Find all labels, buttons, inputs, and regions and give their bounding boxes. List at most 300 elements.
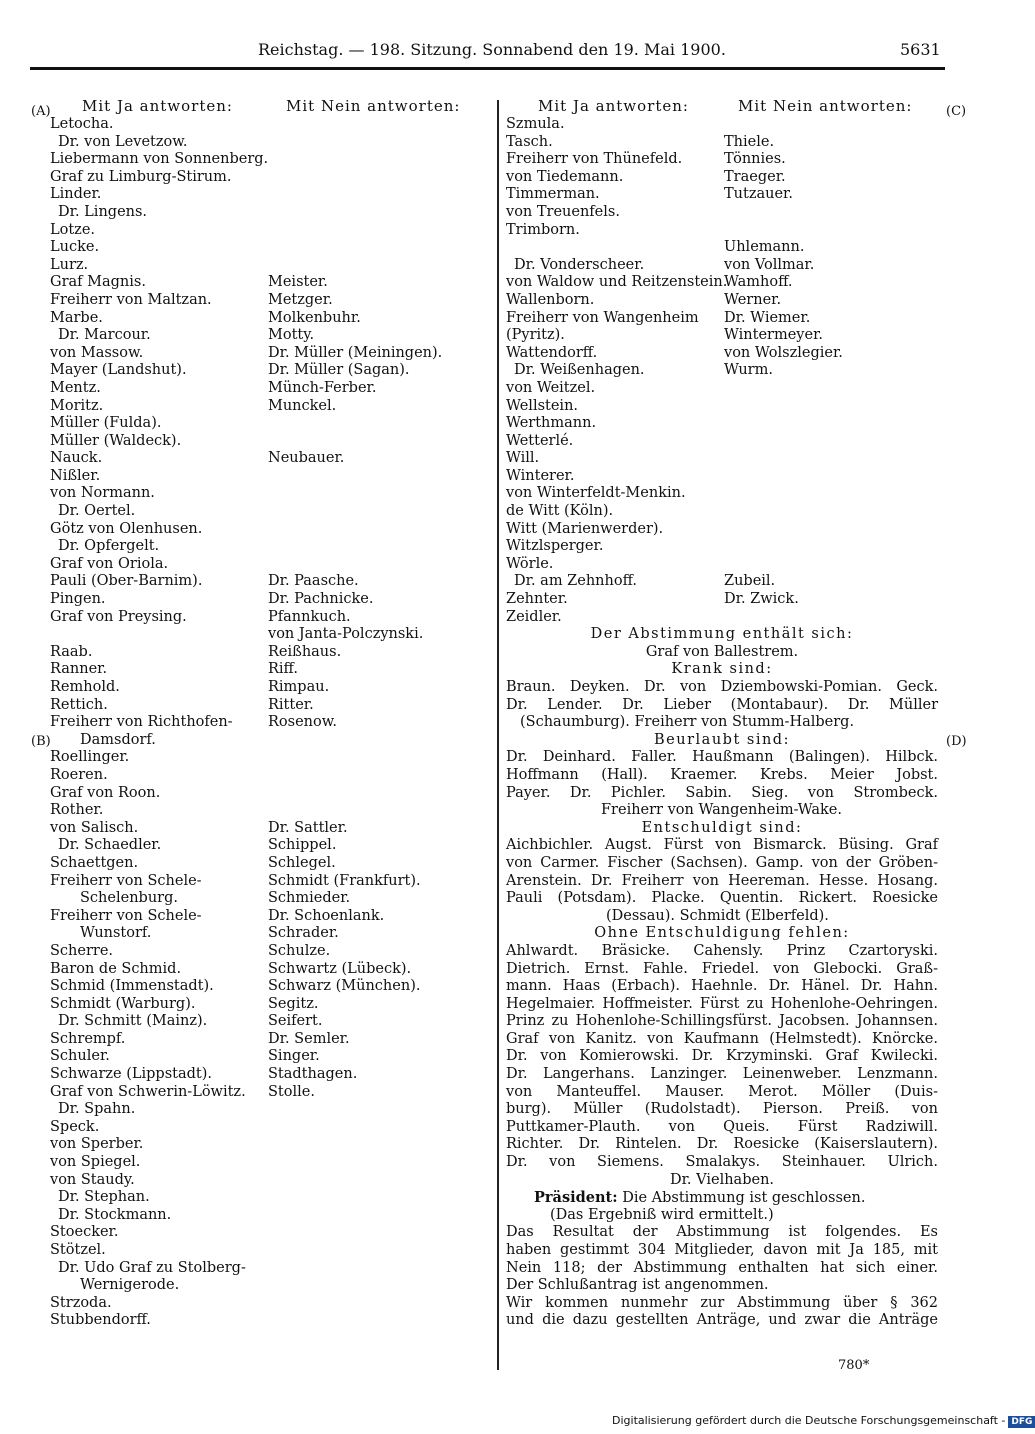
ja-name: Dr. Schmitt (Mainz). [58,1013,208,1030]
vote-row [36,116,486,134]
nein-name: Dr. Zwick. [724,591,799,608]
nein-heading: Mit Nein antworten: [738,97,913,115]
vote-row [36,925,486,943]
column-divider [497,100,499,1370]
vote-row [36,274,486,292]
nein-name: Reißhaus. [268,643,342,660]
vote-row [36,222,486,240]
ja-name: Pingen. [50,591,106,608]
ja-name: Freiherr von Schele- [50,872,202,889]
vote-row [36,1154,486,1172]
footer [612,1414,1035,1428]
text-line: Puttkamer-Plauth. von Queis. Fürst Radziwill. [506,1118,938,1135]
nein-name: Schwarz (München). [268,978,421,995]
vote-row [506,503,938,521]
nein-name: Molkenbuhr. [268,309,361,326]
ja-name: Graf von Oriola. [50,555,169,572]
text-line: Das Resultat der Abstimmung ist folgendes. Es [506,1224,938,1241]
vote-row [506,362,938,380]
vote-row [36,186,486,204]
ja-name: Dr. Schaedler. [58,837,162,854]
margin-mark-b: (B) [31,734,51,749]
president-text: Die Abstimmung ist geschlossen. [622,1190,866,1207]
unexcused-heading: Ohne Entschuldigung fehlen: [594,925,850,942]
vote-row [36,1031,486,1049]
margin-mark-c: (C) [946,104,967,119]
vote-row [36,327,486,345]
ja-name: von Sperber. [50,1136,144,1153]
ja-name: Stubbendorff. [50,1312,151,1329]
text-line: Hegelmaier. Hoffmeister. Fürst zu Hohenlohe-Oehringen. [506,995,938,1012]
ja-name: Dr. Vonderscheer. [514,256,645,273]
ja-name: Letocha. [50,116,114,132]
ja-name: Schwarze (Lippstadt). [50,1066,212,1083]
ja-name: Wattendorff. [506,344,598,361]
president-label: Präsident: [534,1189,618,1207]
sick-heading: Krank sind: [671,661,773,678]
ja-name: Trimborn. [506,221,580,238]
nein-name: Neubauer. [268,450,345,467]
vote-row [36,767,486,785]
vote-row [506,310,938,328]
nein-name: Motty. [268,327,315,344]
nein-name: Schmieder. [268,890,351,907]
vote-row [36,503,486,521]
vote-row [36,415,486,433]
nein-name: Rimpau. [268,679,330,695]
nein-name: Metzger. [268,291,333,308]
vote-row [506,591,938,609]
nein-name: Schulze. [268,942,331,959]
ja-name: Dr. Marcour. [58,327,151,344]
right-column [506,97,938,1330]
nein-name: Dr. Müller (Meiningen). [268,344,443,361]
vote-row [506,398,938,416]
ja-name: Dr. Opfergelt. [58,538,160,555]
text-line: Pauli (Potsdam). Placke. Quentin. Rickert. Roesicke [506,890,938,907]
ja-name: Freiherr von Maltzan. [50,291,212,308]
vote-row [36,644,486,662]
ja-name: von Treuenfels. [506,203,620,220]
ja-name: von Staudy. [50,1171,135,1188]
abstention-heading: Der Abstimmung enthält sich: [590,626,854,643]
result-paragraph [506,1224,938,1277]
excused-last-line: (Dessau). Schmidt (Elberfeld). [606,907,829,924]
nein-name: Ritter. [268,696,314,713]
vote-row [36,626,486,644]
vote-row [36,714,486,732]
vote-row [36,292,486,310]
nein-name: Zubeil. [724,573,776,590]
ja-name: von Winterfeldt-Menkin. [506,485,686,502]
text-line: Graf von Kanitz. von Kaufmann (Helmstedt). Knörcke. [506,1030,938,1047]
vote-row [36,1172,486,1190]
text-line: Aichbichler. Augst. Fürst von Bismarck. Büsing. Graf [506,837,938,854]
vote-row [36,538,486,556]
vote-row [36,908,486,926]
ja-name: Schelenburg. [80,890,178,907]
vote-row [506,257,938,275]
ja-name: Dr. von Levetzow. [58,133,188,150]
margin-mark-d: (D) [946,734,967,749]
vote-row [36,433,486,451]
ja-name: Wellstein. [506,397,579,414]
vote-row [36,1260,486,1278]
text-line: Dr. von Siemens. Smalakys. Steinhauer. Ulrich. [506,1154,938,1171]
vote-row [506,538,938,556]
vote-row [36,1101,486,1119]
text-line: Dietrich. Ernst. Fahle. Friedel. von Glebocki. Graß- [506,960,938,977]
vote-row [36,1136,486,1154]
ja-name: Werthmann. [506,415,597,432]
vote-row [36,820,486,838]
vote-row [506,450,938,468]
nein-name: Wintermeyer. [724,327,824,344]
ja-name: Lucke. [50,239,100,256]
vote-row [506,222,938,240]
right-name-list [506,116,938,626]
footer-text: Digitalisierung gefördert durch die Deutsche Forschungsgemeinschaft - [612,1414,1006,1427]
nein-name: Münch-Ferber. [268,379,377,396]
nein-name: Dr. Pachnicke. [268,591,374,608]
nein-name: Schlegel. [268,854,336,871]
vote-row [36,943,486,961]
ja-name: Dr. Stockmann. [58,1206,172,1223]
ja-name: Mayer (Landshut). [50,362,187,379]
text-line: Arenstein. Dr. Freiherr von Heereman. Hesse. Hosang. [506,872,938,889]
vote-row [36,485,486,503]
nein-name: Dr. Semler. [268,1030,350,1047]
text-line: von Manteuffel. Mauser. Merot. Möller (Duis- [506,1083,938,1100]
signature-mark: 780* [838,1358,870,1373]
ja-name: Lotze. [50,221,96,238]
vote-row [506,134,938,152]
ja-name: Pauli (Ober-Barnim). [50,573,203,590]
nein-name: Werner. [724,291,782,308]
vote-row [36,785,486,803]
vote-row [36,134,486,152]
ja-name: Will. [506,450,540,467]
vote-row [506,556,938,574]
text-line: Braun. Deyken. Dr. von Dziembowski-Pomian. Geck. [506,679,938,695]
vote-row [506,169,938,187]
ja-name: Dr. Udo Graf zu Stolberg- [58,1259,246,1276]
nein-name: Dr. Müller (Sagan). [268,362,410,379]
vote-row [36,204,486,222]
vote-row [36,679,486,697]
vote-row [506,345,938,363]
nein-name: Dr. Wiemer. [724,309,811,326]
ja-name: Witzlsperger. [506,538,604,555]
vote-row [36,450,486,468]
ja-name: Stoecker. [50,1224,119,1241]
nein-name: Uhlemann. [724,239,805,256]
vote-row [36,749,486,767]
nein-name: von Wolszlegier. [724,344,843,361]
ja-name: Wörle. [506,555,554,572]
nein-name: Tutzauer. [724,186,793,203]
text-line: Ahlwardt. Bräsicke. Cahensly. Prinz Czartoryski. [506,942,938,959]
ja-name: Dr. Lingens. [58,203,148,220]
text-line: Dr. Langerhans. Lanzinger. Leinenweber. Lenzmann. [506,1066,938,1083]
nein-name: Schmidt (Frankfurt). [268,872,421,889]
nein-name: Pfannkuch. [268,608,351,625]
text-line: mann. Haas (Erbach). Haehnle. Dr. Hänel. Dr. Hahn. [506,978,938,995]
vote-row [506,292,938,310]
ja-name: Szmula. [506,116,565,132]
ja-name: von Waldow und Reitzenstein. [506,274,728,291]
vote-row [36,398,486,416]
ja-name: Dr. Oertel. [58,503,136,520]
vote-row [36,468,486,486]
ja-name: Strzoda. [50,1294,112,1311]
nein-name: Meister. [268,274,328,291]
ja-name: Schaettgen. [50,854,139,871]
ja-name: Schuler. [50,1048,110,1065]
left-column-heading [36,97,486,116]
vote-row [36,556,486,574]
vote-row [36,837,486,855]
ja-name: Dr. Weißenhagen. [514,362,645,379]
ja-name: Damsdorf. [80,731,156,748]
ja-name: Schmid (Immenstadt). [50,978,214,995]
ja-name: von Weitzel. [506,379,596,396]
nein-name: Stadthagen. [268,1066,358,1083]
ja-name: Timmerman. [506,186,600,203]
sick-last-line: (Schaumburg). Freiherr von Stumm-Halberg. [520,714,855,731]
text-line: Dr. von Komierowski. Dr. Krzyminski. Graf Kwilecki. [506,1048,938,1065]
vote-row [506,609,938,627]
sick-list [506,679,938,714]
vote-row [36,239,486,257]
ja-name: Lurz. [50,256,89,273]
ja-name: Freiherr von Wangenheim [506,309,699,326]
vote-row [506,433,938,451]
nein-heading: Mit Nein antworten: [286,97,461,115]
vote-row [36,1189,486,1207]
ja-name: von Massow. [50,344,144,361]
ja-name: Wallenborn. [506,291,595,308]
nein-name: Wurm. [724,362,773,379]
nein-name: Schrader. [268,925,339,942]
vote-row [36,362,486,380]
vote-row [36,1013,486,1031]
ja-heading: Mit Ja antworten: [538,97,689,115]
ja-name: Ranner. [50,661,108,678]
text-line: und die dazu gestellten Anträge, und zwar die Anträge [506,1312,938,1329]
vote-row [36,961,486,979]
next-paragraph [506,1295,938,1330]
ja-name: Graf von Preysing. [50,608,187,625]
nein-name: Wamhoff. [724,274,793,291]
nein-name: von Vollmar. [724,256,815,273]
nein-name: Segitz. [268,995,319,1012]
vote-row [506,204,938,222]
text-line: Richter. Dr. Rintelen. Dr. Roesicke (Kaiserslautern). [506,1136,938,1153]
ja-name: Freiherr von Richthofen- [50,714,233,731]
vote-row [506,380,938,398]
dfg-logo-icon: DFG [1008,1416,1035,1428]
ja-name: Rettich. [50,696,108,713]
ja-name: Graf Magnis. [50,274,146,291]
ja-name: Rother. [50,802,104,819]
nein-name: Dr. Sattler. [268,819,348,836]
vote-row [36,1312,486,1330]
nein-name: Schwartz (Lübeck). [268,960,412,977]
vote-row [36,169,486,187]
ja-name: Götz von Olenhusen. [50,520,203,537]
ja-name: de Witt (Köln). [506,503,614,520]
nein-name: Seifert. [268,1013,323,1030]
ja-name: Graf von Roon. [50,784,161,801]
leave-list [506,749,938,802]
ja-name: Zehnter. [506,591,568,608]
text-line: Payer. Dr. Pichler. Sabin. Sieg. von Strombeck. [506,784,938,801]
vote-row [36,1066,486,1084]
ja-name: Freiherr von Thünefeld. [506,151,683,168]
ja-name: Dr. Stephan. [58,1189,150,1206]
vote-row [36,1242,486,1260]
ja-name: Roeren. [50,766,108,783]
text-line: Hoffmann (Hall). Kraemer. Krebs. Meier Jobst. [506,766,938,783]
left-column [36,97,486,1330]
ja-name: Graf zu Limburg-Stirum. [50,168,232,185]
text-line: Nein 118; der Abstimmung enthalten hat sich einer. [506,1259,938,1276]
text-line: burg). Müller (Rudolstadt). Pierson. Preiß. von [506,1101,938,1118]
count-note: (Das Ergebniß wird ermittelt.) [550,1206,774,1223]
president-statement [506,1189,938,1207]
nein-name: Schippel. [268,837,337,854]
vote-row [506,186,938,204]
vote-row [36,661,486,679]
text-line: Prinz zu Hohenlohe-Schillingsfürst. Jacobsen. Johannsen. [506,1013,938,1030]
ja-name: Liebermann von Sonnenberg. [50,151,269,168]
excused-heading: Entschuldigt sind: [641,819,803,836]
ja-name: von Spiegel. [50,1154,141,1171]
vote-row [36,521,486,539]
unexcused-list [506,943,938,1172]
vote-row [36,345,486,363]
nein-name: Dr. Schoenlank. [268,907,385,924]
nein-name: Dr. Paasche. [268,573,359,590]
vote-row [36,310,486,328]
vote-row [36,151,486,169]
vote-row [36,573,486,591]
ja-name: Remhold. [50,679,120,695]
ja-name: Marbe. [50,309,103,326]
vote-row [36,855,486,873]
vote-row [506,573,938,591]
vote-row [36,1048,486,1066]
vote-row [36,380,486,398]
vote-row [506,274,938,292]
text-line: von Carmer. Fischer (Sachsen). Gamp. von der Gröben- [506,854,938,871]
margin-mark-a: (A) [31,104,51,119]
nein-name: Munckel. [268,397,337,414]
vote-row [36,732,486,750]
ja-name: Linder. [50,186,102,203]
nein-name: Riff. [268,661,298,678]
vote-row [36,978,486,996]
ja-name: Nißler. [50,467,101,484]
vote-row [36,1224,486,1242]
vote-row [506,415,938,433]
vote-row [36,591,486,609]
vote-row [506,485,938,503]
vote-row [36,697,486,715]
vote-row [36,1084,486,1102]
header-rule [30,67,945,70]
vote-row [36,609,486,627]
ja-name: Stötzel. [50,1242,106,1258]
vote-row [506,239,938,257]
ja-name: Moritz. [50,397,104,414]
ja-name: Mentz. [50,379,101,396]
nein-name: Singer. [268,1048,320,1065]
ja-name: Müller (Waldeck). [50,432,182,449]
ja-name: Baron de Schmid. [50,960,182,977]
ja-name: Dr. am Zehnhoff. [514,573,637,590]
ja-name: Wunstorf. [80,925,152,942]
vote-row [36,1207,486,1225]
vote-row [506,116,938,134]
vote-row [506,521,938,539]
vote-row [36,257,486,275]
ja-name: von Normann. [50,485,155,502]
vote-row [506,468,938,486]
excused-list [506,837,938,907]
vote-row [36,1277,486,1295]
header-title: Reichstag. — 198. Sitzung. Sonnabend den 19. Mai 1900. [258,40,726,59]
nein-name: Thiele. [724,133,775,150]
ja-heading: Mit Ja antworten: [82,97,233,115]
ja-name: Nauck. [50,450,103,467]
abstention-name: Graf von Ballestrem. [645,643,799,660]
ja-name: (Pyritz). [506,327,565,344]
nein-name: Tönnies. [724,151,786,168]
vote-row [506,327,938,345]
ja-name: Raab. [50,643,93,660]
nein-name: Stolle. [268,1083,315,1100]
vote-row [36,1119,486,1137]
vote-row [36,802,486,820]
text-line: Dr. Lender. Dr. Lieber (Montabaur). Dr. Müller [506,696,938,713]
page-number: 5631 [900,40,941,59]
ja-name: Witt (Marienwerder). [506,520,664,537]
ja-name: Wernigerode. [80,1277,180,1294]
vote-row [36,873,486,891]
ja-name: Schmidt (Warburg). [50,995,196,1012]
leave-last-line: Freiherr von Wangenheim-Wake. [601,802,842,819]
ja-name: Graf von Schwerin-Löwitz. [50,1083,246,1100]
ja-name: Roellinger. [50,749,130,766]
ja-name: Freiherr von Schele- [50,907,202,924]
ja-name: Scherre. [50,942,114,959]
ja-name: Zeidler. [506,608,562,625]
nein-name: Rosenow. [268,714,338,731]
ja-name: Dr. Spahn. [58,1101,136,1118]
ja-name: von Salisch. [50,819,139,836]
ja-name: Wetterlé. [506,432,574,449]
nein-name: Traeger. [724,168,786,185]
text-line: Wir kommen nunmehr zur Abstimmung über § 362 [506,1294,938,1311]
ja-name: von Tiedemann. [506,168,624,185]
ja-name: Speck. [50,1118,100,1135]
leave-heading: Beurlaubt sind: [654,731,790,748]
unexcused-last-line: Dr. Vielhaben. [669,1171,775,1188]
left-name-list [36,116,486,1330]
nein-name: von Janta-Polczynski. [268,626,424,643]
